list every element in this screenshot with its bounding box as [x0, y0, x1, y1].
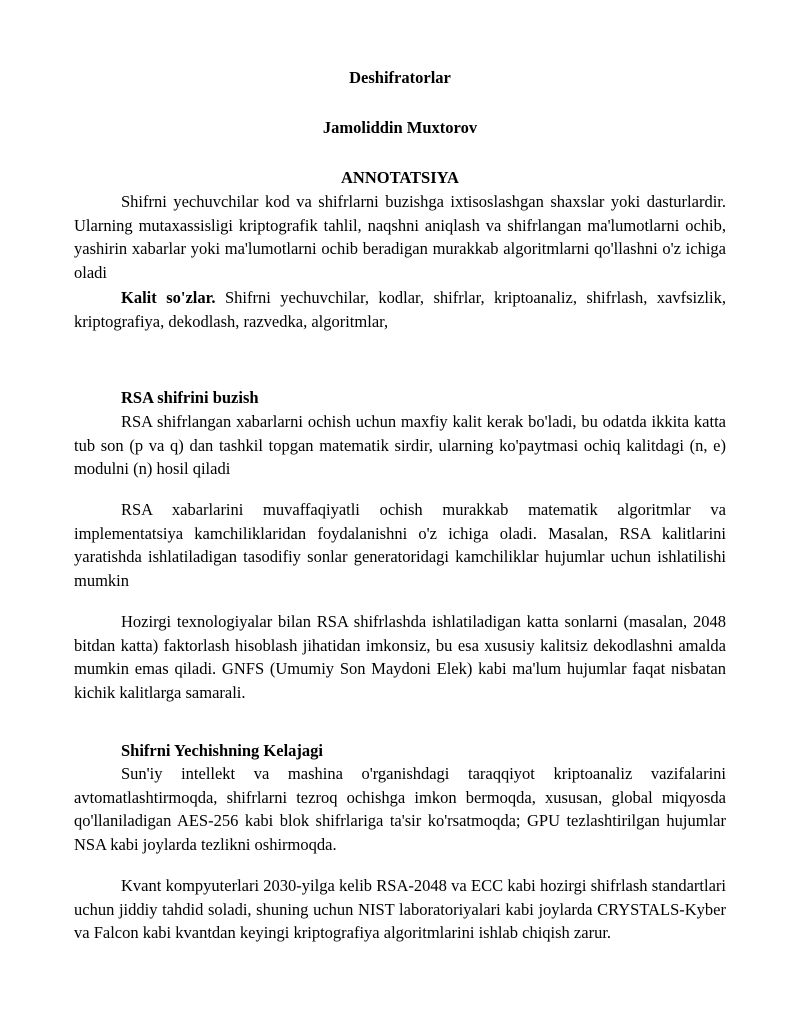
keywords-label: Kalit so'zlar. [121, 288, 216, 307]
keywords-text: Shifrni yechuvchilar, kodlar, shifrlar, kriptoanaliz, shifrlash, xavfsizlik, kriptografiya, dekodlash, razvedka, algoritmlar, [74, 288, 726, 331]
keywords-paragraph [74, 286, 726, 333]
author-name: Jamoliddin Muxtorov [322, 118, 478, 137]
abstract-heading: ANNOTATSIYA [341, 168, 459, 187]
section1-paragraph-2: RSA xabarlarini muvaffaqiyatli ochish murakkab matematik algoritmlar va implementatsiya kamchiliklaridan foydalanishni o'z ichiga oladi. Masalan, RSA kalitlarini yaratishda ishlatiladigan tasodifiy sonlar generatoridagi kamchiliklar hujumlar uchun ishlatilishi mumkin [74, 500, 726, 590]
section1-paragraph-3: Hozirgi texnologiyalar bilan RSA shifrlashda ishlatiladigan katta sonlarni (masalan, 2048 bitdan katta) faktorlash hisoblash jihatidan imkonsiz, bu esa xususiy kalitsiz dekodlashni amalda mumkin emas qiladi. GNFS (Umumiy Son Maydoni Elek) kabi ma'lum hujumlar faqat nisbatan kichik kalitlarga samarali. [74, 612, 726, 702]
abstract-paragraph: Shifrni yechuvchilar kod va shifrlarni buzishga ixtisoslashgan shaxslar yoki dasturlardir. Ularning mutaxassisligi kriptografik tahlil, naqshni aniqlash va shifrlangan ma'lumotlarni ochib, yashirin xabarlar yoki ma'lumotlarni ochib beradigan murakkab algoritmlarni qo'llashni o'z ichiga oladi [74, 192, 726, 282]
section-heading-future: Shifrni Yechishning Kelajagi [121, 741, 324, 760]
section2-paragraph-2: Kvant kompyuterlari 2030-yilga kelib RSA-2048 va ECC kabi hozirgi shifrlash standartlari uchun jiddiy tahdid soladi, shuning uchun NIST laboratoriyalari kabi joylarda CRYSTALS-Kyber va Falcon kabi kvantdan keyingi kriptografiya algoritmlarini ishlab chiqish zarur. [74, 876, 726, 943]
document-title: Deshifratorlar [349, 68, 451, 87]
section1-paragraph-1: RSA shifrlangan xabarlarni ochish uchun maxfiy kalit kerak bo'ladi, bu odatda ikkita katta tub son (p va q) dan tashkil topgan matematik sirdir, ularning ko'paytmasi ochiq kalitdagi (n, e) modulni (n) hosil qiladi [74, 412, 726, 479]
section-heading-rsa: RSA shifrini buzish [121, 388, 259, 407]
section2-paragraph-1: Sun'iy intellekt va mashina o'rganishdagi taraqqiyot kriptoanaliz vazifalarini avtomatlashtirmoqda, shifrlarni tezroq ochishga imkon bermoqda, xususan, global miqyosda qo'llaniladigan AES-256 kabi blok shifrlariga ta'sir ko'rsatmoqda; GPU tezlashtirilgan hujumlar NSA kabi joylarda tezlikni oshirmoqda. [74, 764, 726, 854]
